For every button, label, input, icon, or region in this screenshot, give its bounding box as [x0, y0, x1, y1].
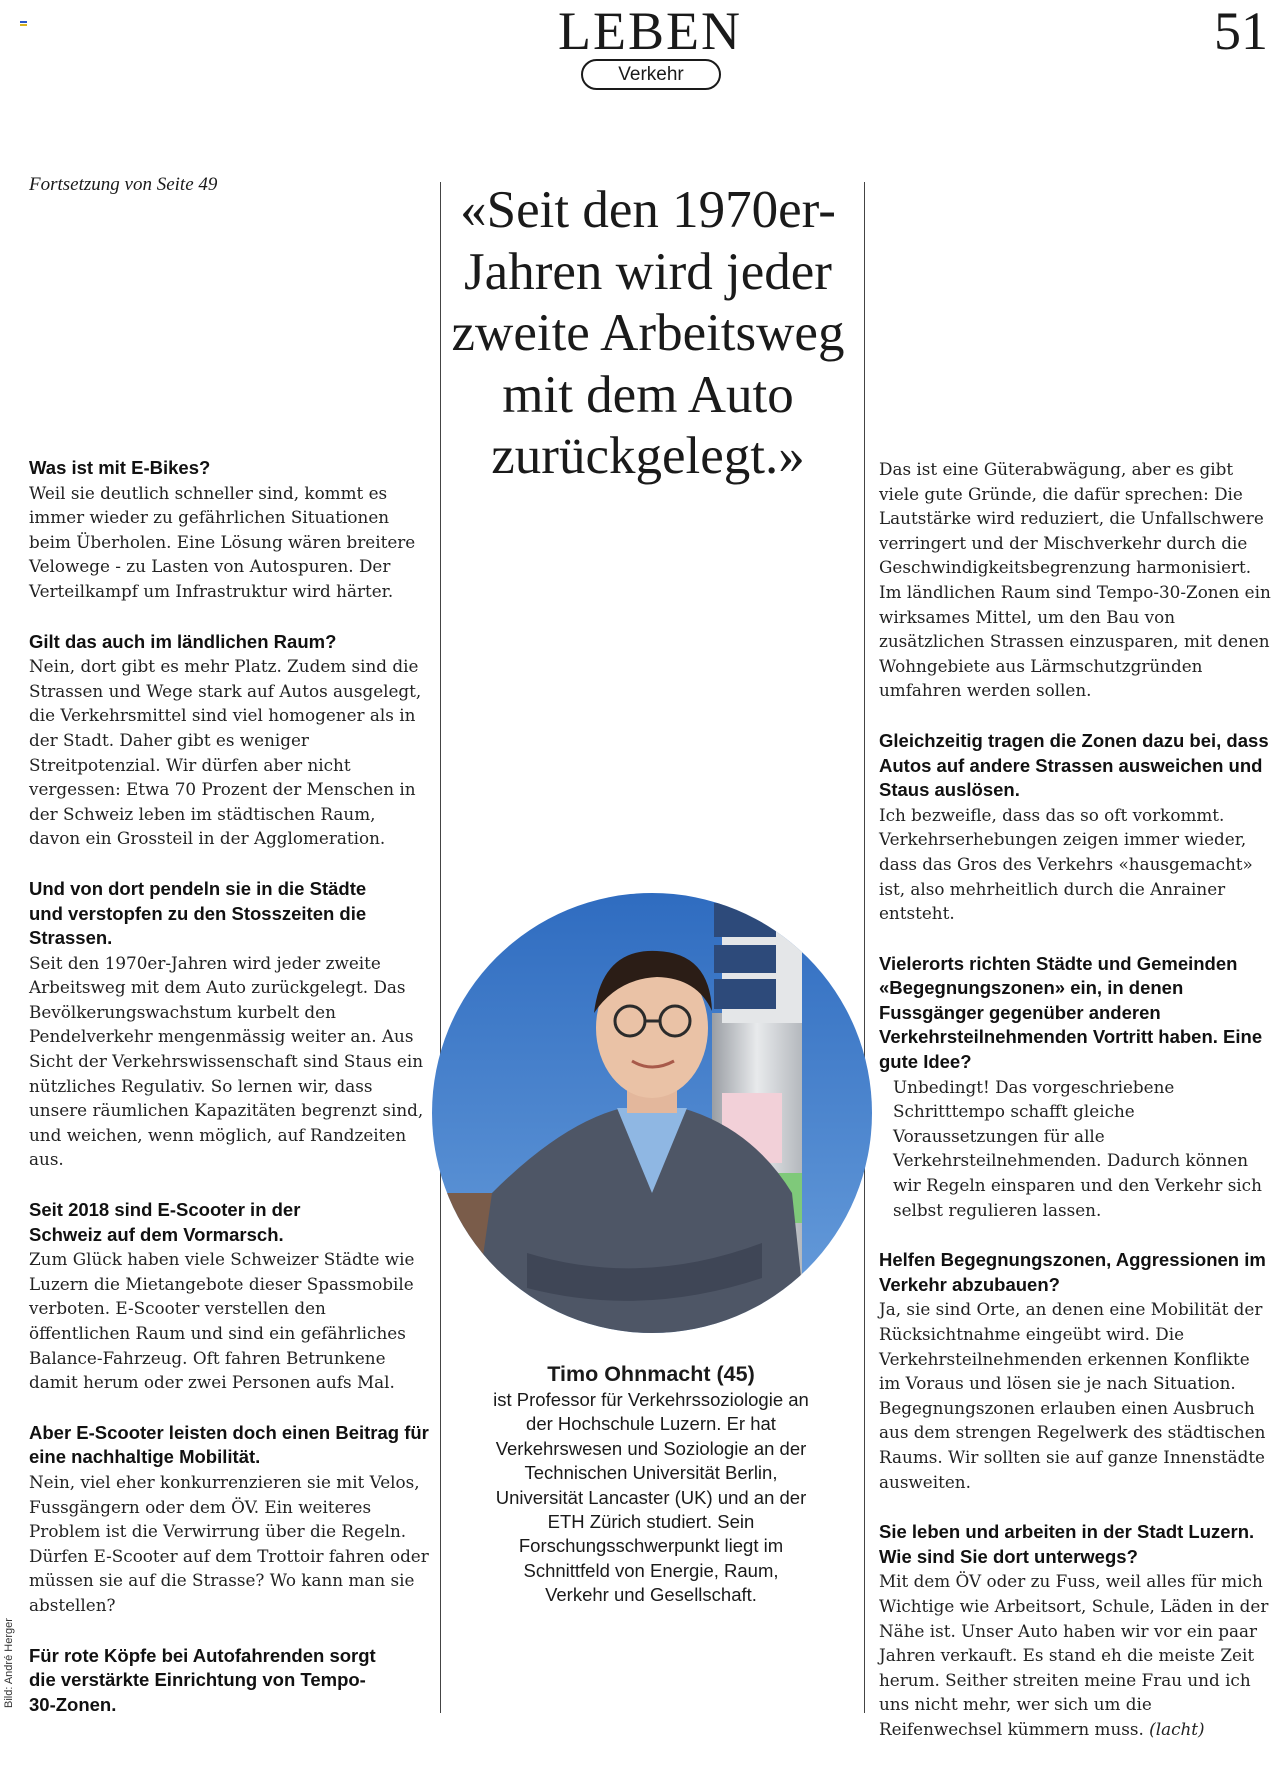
interview-question: Gilt das auch im ländlichen Raum? [29, 630, 337, 652]
interview-answer: Unbedingt! Das vorgeschriebene Schritttempo schafft gleiche Voraussetzungen für alle Verkehrsteilnehmenden. Dadurch können wir Regeln einsparen und den Verkehr sich selbst regulieren lassen. [893, 1076, 1262, 1220]
column-rule-left [440, 182, 441, 1713]
qa-block [879, 952, 1272, 1223]
qa-block [29, 877, 429, 1172]
interview-answer: Nein, dort gibt es mehr Platz. Zudem sind die Strassen und Wege stark auf Autos ausgelegt, die Verkehrsmittel sind viel homogener als in der Stadt. Daher gibt es weniger Streitpotenzial. Wir dürfen aber nicht vergessen: Etwa 70 Prozent der Menschen in der Schweiz leben im städtischen Raum, davon ein Grossteil in der Agglomeration. [29, 656, 422, 849]
bio-name: Timo Ohnmacht (45) [547, 1362, 755, 1386]
interview-answer: Zum Glück haben viele Schweizer Städte wie Luzern die Mietangebote dieser Spassmobile verboten. E-Scooter verstellen den öffentlichen Raum und sind ein gefährliches Balance-Fahrzeug. Oft fahren Betrunkene damit herum oder zwei Personen aufs Mal. [29, 1249, 415, 1393]
continuation-note: Fortsetzung von Seite 49 [29, 174, 218, 195]
interview-answer: Weil sie deutlich schneller sind, kommt es immer wieder zu gefährlichen Situationen beim Überholen. Eine Lösung wären breitere Velowege - zu Lasten von Autospuren. Der Verteilkampf um Infrastruktur wird härter. [29, 482, 416, 601]
interview-question: Vielerorts richten Städte und Gemeinden «Begegnungszonen» ein, in denen Fussgänger gegenüber anderen Verkehrsteilnehmenden Vortritt haben. Eine gute Idee? [879, 952, 1263, 1073]
bio-text: ist Professor für Verkehrssoziologie an der Hochschule Luzern. Er hat Verkehrswesen und Soziologie an der Technischen Universität Berlin, Universität Lancaster (UK) und an der ETH Zürich studiert. Sein Forschungsschwerpunkt liegt im Schnittfeld von Energie, Raum, Verkehr und Gesellschaft. [493, 1389, 809, 1606]
qa-block [29, 630, 429, 851]
qa-block [29, 1644, 429, 1718]
qa-block [879, 729, 1272, 926]
qa-block [879, 1520, 1272, 1741]
pull-quote: «Seit den 1970er-Jahren wird jeder zweite Arbeitsweg mit dem Auto zurückgelegt.» [451, 181, 845, 485]
qa-block [29, 456, 429, 604]
qa-block [29, 1198, 429, 1395]
interview-question: Seit 2018 sind E-Scooter in der Schweiz auf dem Vormarsch. [29, 1199, 301, 1245]
right-column [879, 457, 1272, 1768]
interview-answer [879, 1569, 1272, 1741]
subsection-badge: Verkehr [581, 59, 721, 90]
interview-question: Was ist mit E-Bikes? [29, 457, 211, 478]
qa-block [29, 1421, 429, 1618]
interview-answer: Ich bezweifle, dass das so oft vorkommt. Verkehrserhebungen zeigen immer wieder, dass das Gros des Verkehrs «hausgemacht» ist, also mehrheitlich durch die Anrainer entsteht. [879, 804, 1253, 924]
interview-question: Sie leben und arbeiten in der Stadt Luzern. Wie sind Sie dort unterwegs? [879, 1521, 1255, 1567]
section-title: LEBEN [558, 1, 742, 61]
page-number: 51 [1214, 1, 1268, 61]
left-column [29, 456, 429, 1743]
interview-answer: Nein, viel eher konkurrenzieren sie mit Velos, Fussgängern oder dem ÖV. Ein weiteres Problem ist die Verwirrung über die Regeln. Dürfen E-Scooter auf dem Trottoir fahren oder müssen sie auf die Strasse? Wo kann man sie abstellen? [29, 1471, 429, 1615]
interview-answer: Seit den 1970er-Jahren wird jeder zweite Arbeitsweg mit dem Auto zurückgelegt. Das Bevölkerungswachstum kurbelt den Pendelverkehr mengenmässig weiter an. Aus Sicht der Verkehrswissenschaft sind Staus ein nützliches Regulativ. So lernen wir, dass unsere räumlichen Kapazitäten begrenzt sind, und weichen, wenn möglich, auf Randzeiten aus. [29, 952, 424, 1170]
interview-answer: Ja, sie sind Orte, an denen eine Mobilität der Rücksichtnahme eingeübt wird. Die Verkehrsteilnehmenden erkennen Konflikte im Voraus und lösen sie je nach Situation. Begegnungszonen erlauben einen Ausbruch aus dem strengen Regelwerk des städtischen Raums. Wir sollten sie auf ganze Innenstädte ausweiten. [879, 1299, 1266, 1492]
portrait-photo [432, 893, 872, 1333]
laugh-note: (lacht) [1149, 1718, 1205, 1739]
interview-question: Aber E-Scooter leisten doch einen Beitrag für eine nachhaltige Mobilität. [29, 1421, 429, 1468]
interview-question: Für rote Köpfe bei Autofahrenden sorgt die verstärkte Einrichtung von Tempo-30-Zonen. [29, 1644, 376, 1715]
qa-block [879, 1248, 1272, 1494]
interview-question: Helfen Begegnungszonen, Aggressionen im Verkehr abzubauen? [879, 1249, 1266, 1295]
photo-credit: Bild: André Herger [3, 1618, 15, 1708]
interview-question: Und von dort pendeln sie in die Städte und verstopfen zu den Stosszeiten die Strassen. [29, 877, 367, 949]
column-rule-right [864, 182, 865, 1713]
corner-mark [20, 21, 27, 26]
portrait-illustration [432, 893, 872, 1333]
qa-block [879, 457, 1272, 703]
interview-question: Gleichzeitig tragen die Zonen dazu bei, dass Autos auf andere Strassen ausweichen und Staus auslösen. [879, 729, 1269, 801]
interview-answer: Das ist eine Güterabwägung, aber es gibt viele gute Gründe, die dafür sprechen: Die Lautstärke wird reduziert, die Unfallschwere verringert und der Mischverkehr durch die Geschwindigkeitsbegrenzung harmonisiert. Im ländlichen Raum sind Tempo-30-Zonen ein wirksames Mittel, um den Bau von zusätzlichen Strassen einzusparen, mit denen Wohngebiete aus Lärmschutzgründen umfahren werden sollen. [879, 459, 1271, 701]
interview-answer-text: Mit dem ÖV oder zu Fuss, weil alles für mich Wichtige wie Arbeitsort, Schule, Läden in der Nähe ist. Unser Auto haben wir vor ein paar Jahren verkauft. Es stand eh die meiste Zeit herum. Seither streiten meine Frau und ich uns nicht mehr, wer sich um die Reifenwechsel kümmern muss. [879, 1571, 1269, 1739]
bio-box [490, 1360, 812, 1608]
